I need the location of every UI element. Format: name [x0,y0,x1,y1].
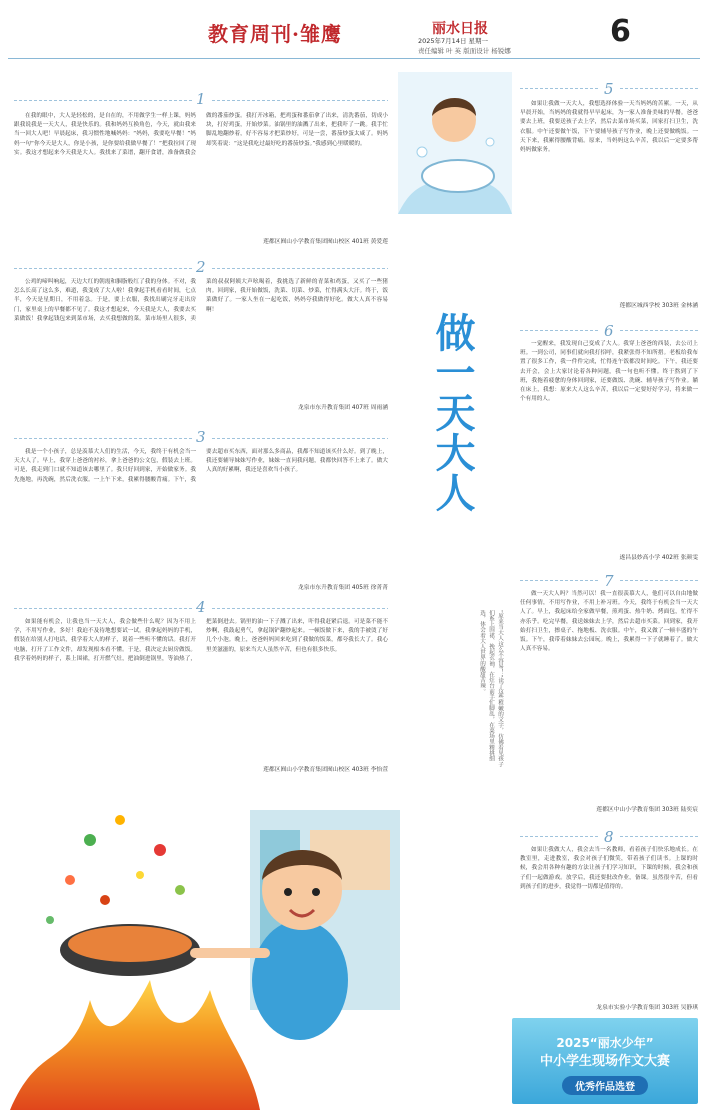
article-body: 做一天大人吗？当然可以！我一直很羡慕大人，他们可以自由地做任何事情，不用写作业，不用上补习班。今天，我终于有机会当一天大人了。早上，我起床给全家做早餐，煎鸡蛋、热牛奶、烤面包，忙得不亦乐乎。吃完早餐，我送妹妹去上学，然后去超市买菜。回到家，我开始打扫卫生，擦桌子、拖地板、洗衣服。中午，我又做了一顿丰盛的午饭。下午，我带着妹妹去公园玩。晚上，我累得一下子就睡着了。做大人真不容易。 [520,591,698,653]
article-separator [212,438,388,439]
article-body: 如果让我做一天大人，我想选择体验一天当妈妈的苦累。一天，从早晨开始，当妈妈的我就得早早起床，为一家人准备美味的早餐。爸爸要去上班，我要送孩子去上学，然后去菜市场买菜，回家打扫卫生，洗衣服。中午还要做午饭，下午要辅导孩子写作业，晚上还要做晚饭。一天下来，我累得腰酸背痛。原来，当妈妈这么辛苦，我以后一定要多帮妈妈做家务。 [520,101,698,154]
article-byline: 遂昌县妙高小学 402班 张颜雯 [619,555,698,561]
article-separator [14,608,192,609]
header-rule [8,58,700,59]
article-separator [14,438,192,439]
banner-line-3: 优秀作品选登 [562,1076,648,1095]
article-body: 公鸡的啼叫响起，天边大红的朝霞和胭脂般红了我的身体。不对，我怎么长高了这么多，难道，我变成了大人啦！我拿起手机看看时间，七点半，今天是星期日，不用着急。于是，要上衣服，我找出刷完牙走出房门，家里桌上的早餐都不见了。我这才想起来，今天我是大人，我要去买菜做饭！我拿起钱包来到菜市场，去买我想做的菜。菜市场里人很多，卖菜的叔叔阿姨大声吆喝着，我挑选了新鲜的青菜和鸡蛋，又买了一些猪肉。回到家，我开始做饭，洗菜、切菜、炒菜，忙得满头大汗。终于，饭菜做好了。一家人坐在一起吃饭，妈妈夸我做得好吃。做大人真不容易啊！ [14,279,388,322]
article-separator [520,836,600,837]
article-number: 8 [604,828,614,846]
article-body: 一觉醒来，我发现自己变成了大人。我穿上爸爸的西装，去公司上班。一到公司，同事们就向我打招呼，我紧张得不知所措。老板给我布置了很多工作，我一件件完成，忙得连午饭都没时间吃。下午，我还要去开会，会上大家讨论着各种问题，我一句也听不懂。终于熬到了下班，我拖着疲惫的身体回到家，还要做饭、洗碗、辅导孩子写作业。躺在床上，我想：原来大人这么辛苦，我以后一定要好好学习，将来做一个有用的人。 [520,341,698,403]
article-byline: 莲都区中山小学教育集团 303班 陆奕宸 [596,807,698,813]
feature-title-text: 做一天大人 [429,312,476,512]
feature-title [412,312,492,512]
plate [422,160,494,192]
article-byline: 莲都区囿山小学教育集团囿山校区 403班 李怡萱 [263,767,388,773]
article-body: 如果能有机会，让我也当一天大人，我会做些什么呢？因为不用上学，不用写作业，多好！我迫不及待地想要试一试。我拿起妈妈的手机，假装在给别人打电话，我学着大人的样子，说着一些听不懂的话。我打开电脑，打开了工作文件，却发现根本看不懂。于是，我决定去厨房做饭。我学着妈妈的样子，系上围裙，打开燃气灶，把油倒进锅里，等油热了，把菜倒进去。锅里的油一下子溅了出来，吓得我赶紧后退。可是菜不能不炒啊，我鼓起勇气，拿起锅铲翻炒起来。一顿饭做下来，我的手被烫了好几个小泡。晚上，爸爸妈妈回来吃到了我做的饭菜，都夸我长大了。我心里美滋滋的，原来当大人虽然辛苦，但也有很多快乐。 [14,619,388,662]
banner-line-2: 中小学生现场作文大赛 [539,1054,670,1069]
section-title: 教育周刊·雏鹰 [208,22,342,46]
bubble [417,147,427,157]
article-number: 6 [604,322,614,340]
article-byline: 龙泉市东升教育集团 405班 徐菁菁 [297,585,388,591]
article-separator [620,836,698,837]
article-byline: 莲都区囿山小学教育集团囿山校区 401班 黄爱莲 [263,239,388,245]
article-separator [212,100,388,101]
article-number: 5 [604,80,614,98]
article-separator [212,268,388,269]
stir-fry-food [68,926,192,962]
page-header [0,0,708,56]
article-separator [520,330,600,331]
bubble [486,138,494,146]
article-separator [620,330,698,331]
article-body: 我是一个小孩子，总是羡慕大人们的生活，今天，我终于有机会当一天大人了。早上，我穿上爸爸的衬衫，拿上爸爸的公文包，假装去上班。可是，我走到门口就不知道该去哪里了。我只好回到家，开始做家务。我先拖地，再洗碗，然后洗衣服。一上午下来，我累得腰酸背痛。下午，我要去超市买东西，面对那么多商品，我都不知道该买什么好。到了晚上，我还要辅导妹妹写作业，妹妹一直问我问题，我都快回答不上来了。做大人真的好累啊，我还是喜欢当小孩子。 [14,449,388,483]
editors-credit: 责任编辑 叶 英 版面设计 杨锐娜 [418,47,511,55]
issue-date: 2025年7月14日 星期一 [418,37,489,45]
newspaper-logo: 丽水日报 [432,21,488,37]
article-separator [620,580,698,581]
editor-note: “原来当大人这么不容易！”读了这些稚嫩的文字，仿佛看见孩子们系上围裙、挽起衣袖，在灶台前手忙脚乱，在菜场里精挑细选，体会着大人世界的酸甜苦辣。 [479,610,503,767]
article-body: 在我的眼中，大人是轻松的，是自在的，不用做学生一样上课，妈妈跟我说我是一天大人，我是快乐的。我和妈妈互换角色，今天，就由我来当一回大人吧！早晨起床，我习惯性地喊妈妈：“妈妈，我要吃早餐！”妈妈一句“你今天是大人，你是小孩，是你要给我做早餐了！”把我拉回了现实。我这才想起来今天我是大人。我找来了菜谱，翻开食谱，准备做我会做的番茄炒蛋。我打开冰箱，把鸡蛋和番茄拿了出来，清洗番茄，切成小块，打好鸡蛋，开始炒菜。油锅里的油溅了出来，把我吓了一跳。我手忙脚乱地翻炒着，好不容易才把菜炒好，可是一尝，番茄炒蛋太咸了。妈妈却笑着说：“这是我吃过最好吃的番茄炒蛋。”我感到心里暖暖的。 [14,113,388,156]
article-separator [14,100,192,101]
article-byline: 龙泉市东升教育集团 407班 周雨涵 [297,405,388,411]
article-byline: 龙泉市实验小学教育集团 303班 吴静琪 [596,1005,698,1011]
article-body: 如果让我做大人，我会去当一名教师，看着孩子们快乐地成长。在教室里，走进教室，我会对孩子们微笑，带着孩子们读书。上课的时候，我会用各种有趣的方法让孩子们学习知识，下课的时候，我会和孩子们一起做游戏。放学后，我还要批改作业，备课。虽然很辛苦，但看到孩子们的进步，我觉得一切都是值得的。 [520,847,698,890]
page-number: 6 [610,14,631,49]
banner-line-1: 2025“丽水少年” [556,1036,654,1050]
dishwashing-boy-illustration [398,72,512,214]
article-separator [520,580,600,581]
article-separator [212,608,388,609]
article-number: 2 [196,258,206,276]
article-number: 7 [604,572,614,590]
contest-banner [512,1018,698,1104]
cooking-boy-illustration [10,780,408,1110]
article-number: 3 [196,428,206,446]
article-byline: 莲都区城西学校 303班 金林涵 [619,303,698,309]
article-separator [14,268,192,269]
article-number: 1 [196,90,206,108]
article-separator [520,88,600,89]
article-number: 4 [196,598,206,616]
article-separator [620,88,698,89]
